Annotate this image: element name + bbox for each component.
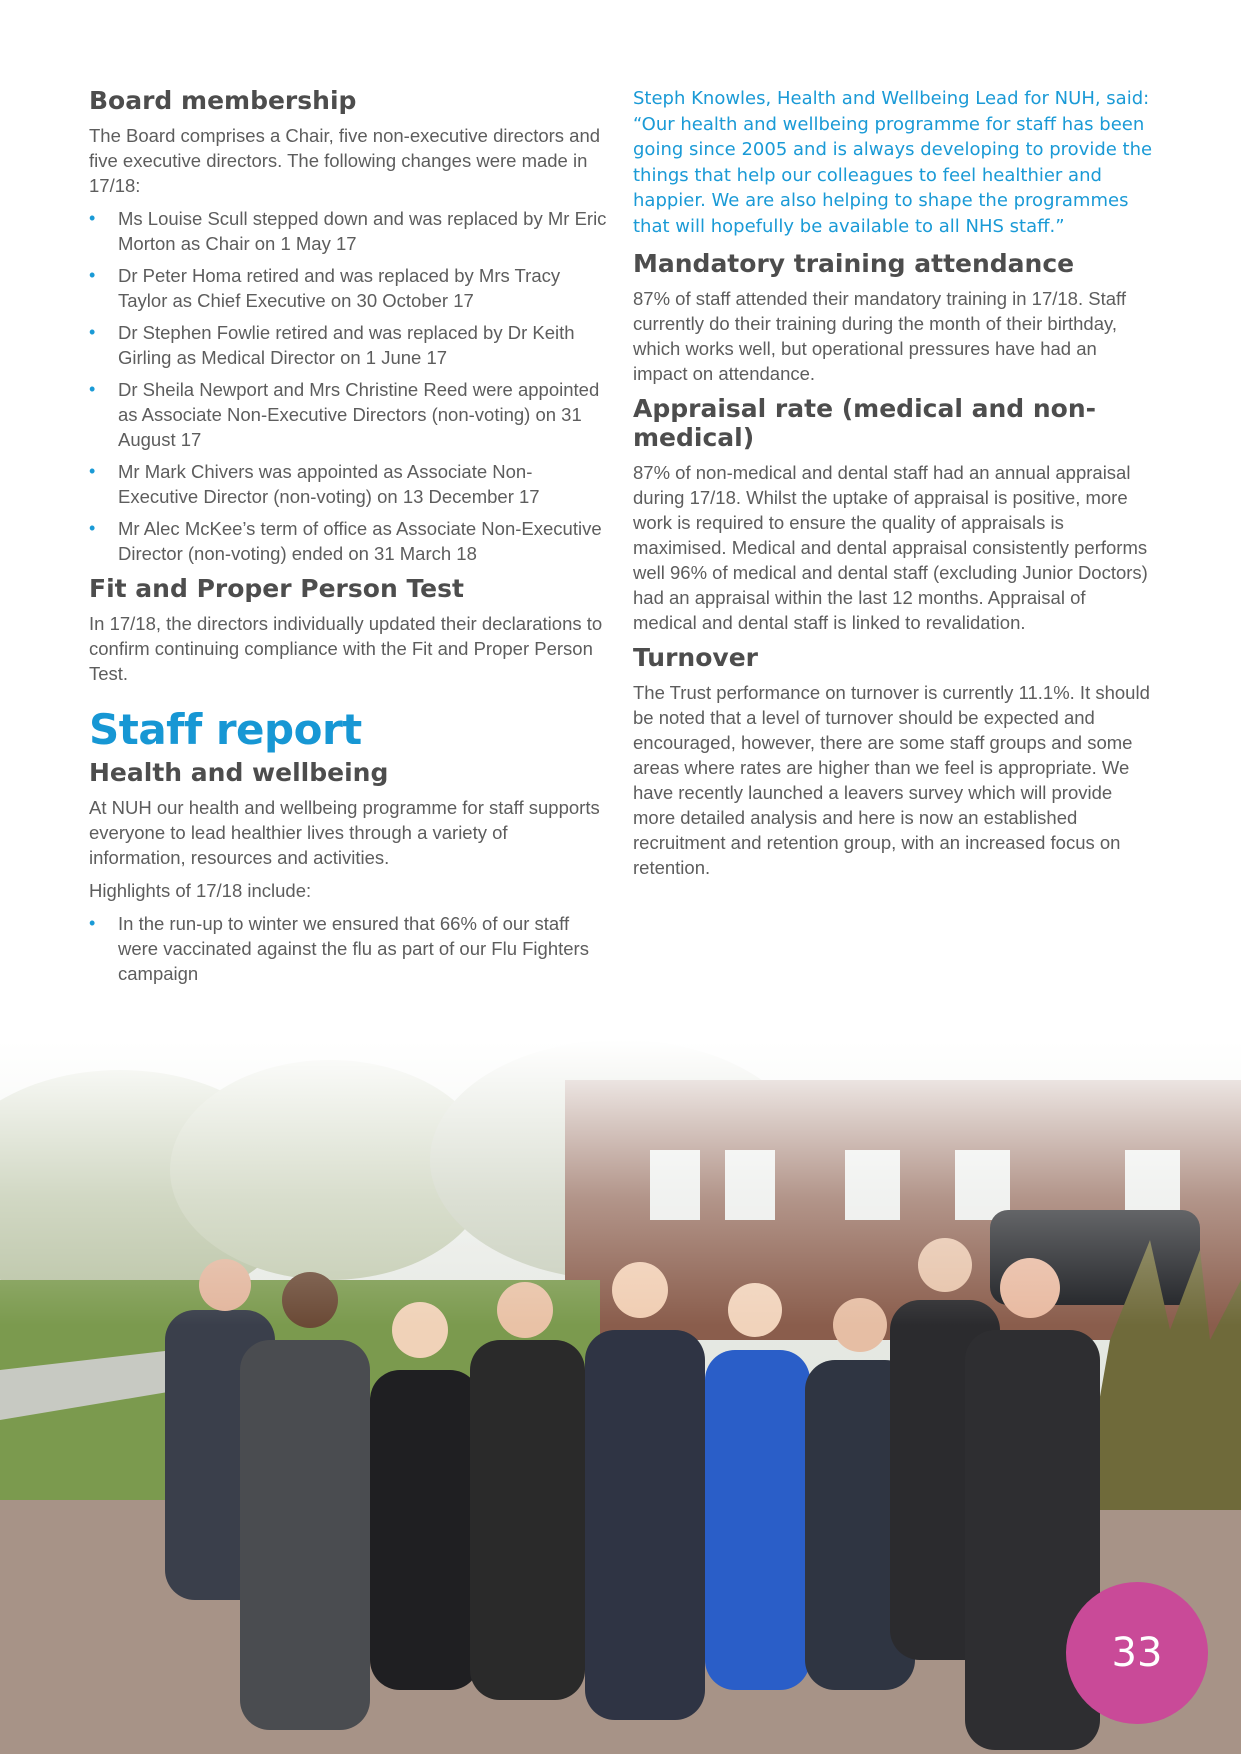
highlights-intro: Highlights of 17/18 include:: [89, 880, 312, 901]
list-item: • Dr Sheila Newport and Mrs Christine Reed were appointed as Associate Non-Executive Directors (non-voting) on 31 August 17: [89, 379, 600, 450]
list-item: • Mr Mark Chivers was appointed as Associate Non-Executive Director (non-voting) on 13 December 17: [89, 461, 540, 507]
mandatory-training-heading: Mandatory training attendance: [633, 249, 1075, 278]
wellbeing-quote: Steph Knowles, Health and Wellbeing Lead for NUH, said: “Our health and wellbeing programme for staff has been going since 2005 and is always developing to provide the things that help our colleagues to feel healthier and happier. We are also helping to shape the programmes that will hopefully be available to all NHS staff.”: [633, 88, 1153, 237]
list-item: • Mr Alec McKee’s term of office as Associate Non-Executive Director (non-voting) ended on 31 March 18: [89, 518, 602, 564]
mandatory-training-text: 87% of staff attended their mandatory training in 17/18. Staff currently do their training during the month of their birthday, which works well, but operational pressures have had an impact on attendance.: [633, 288, 1126, 384]
health-wellbeing-text: At NUH our health and wellbeing programme for staff supports everyone to lead healthier lives through a variety of information, resources and activities.: [89, 797, 600, 868]
bullet-icon: •: [89, 208, 96, 228]
staff-group-photo: [0, 1040, 1241, 1754]
bullet-icon: •: [89, 322, 96, 342]
staff-report-title: Staff report: [89, 705, 362, 754]
list-item: • In the run-up to winter we ensured that 66% of our staff were vaccinated against the flu as part of our Flu Fighters campaign: [89, 913, 589, 984]
fit-proper-heading: Fit and Proper Person Test: [89, 574, 464, 603]
right-column: [633, 86, 1153, 888]
bullet-icon: •: [89, 265, 96, 285]
white-fade: [0, 1040, 1241, 1754]
board-changes-list: [89, 206, 609, 566]
fit-proper-text: In 17/18, the directors individually updated their declarations to confirm continuing compliance with the Fit and Proper Person Test.: [89, 613, 603, 684]
list-item: • Dr Peter Homa retired and was replaced by Mrs Tracy Taylor as Chief Executive on 30 October 17: [89, 265, 561, 311]
bullet-icon: •: [89, 461, 96, 481]
bullet-icon: •: [89, 913, 96, 933]
group-photo-illustration: [0, 1040, 1241, 1754]
list-item: • Ms Louise Scull stepped down and was replaced by Mr Eric Morton as Chair on 1 May 17: [89, 208, 607, 254]
page-number-badge: 33: [1066, 1582, 1208, 1724]
list-item: • Dr Stephen Fowlie retired and was replaced by Dr Keith Girling as Medical Director on 1 June 17: [89, 322, 575, 368]
appraisal-text: 87% of non-medical and dental staff had an annual appraisal during 17/18. Whilst the uptake of appraisal is positive, more work is required to ensure the quality of appraisals is maximised. Medical and dental appraisal consistently performs well 96% of medical and dental staff (excluding Junior Doctors) had an appraisal within the last 12 months. Appraisal of medical and dental staff is linked to revalidation.: [633, 462, 1148, 633]
turnover-text: The Trust performance on turnover is currently 11.1%. It should be noted that a level of turnover should be expected and encouraged, however, there are some staff groups and some areas where rates are higher than we feel is appropriate. We have recently launched a leavers survey which will provide more detailed analysis and here is now an established recruitment and retention group, with an increased focus on retention.: [633, 682, 1150, 878]
board-membership-heading: Board membership: [89, 86, 357, 115]
board-intro: The Board comprises a Chair, five non-executive directors and five executive directors. The following changes were made in 17/18:: [89, 125, 601, 196]
appraisal-heading: Appraisal rate (medical and non-medical): [633, 394, 1097, 452]
left-column: [89, 86, 609, 994]
health-wellbeing-heading: Health and wellbeing: [89, 758, 389, 787]
bullet-icon: •: [89, 379, 96, 399]
turnover-heading: Turnover: [633, 643, 758, 672]
highlights-list: [89, 911, 609, 986]
bullet-icon: •: [89, 518, 96, 538]
